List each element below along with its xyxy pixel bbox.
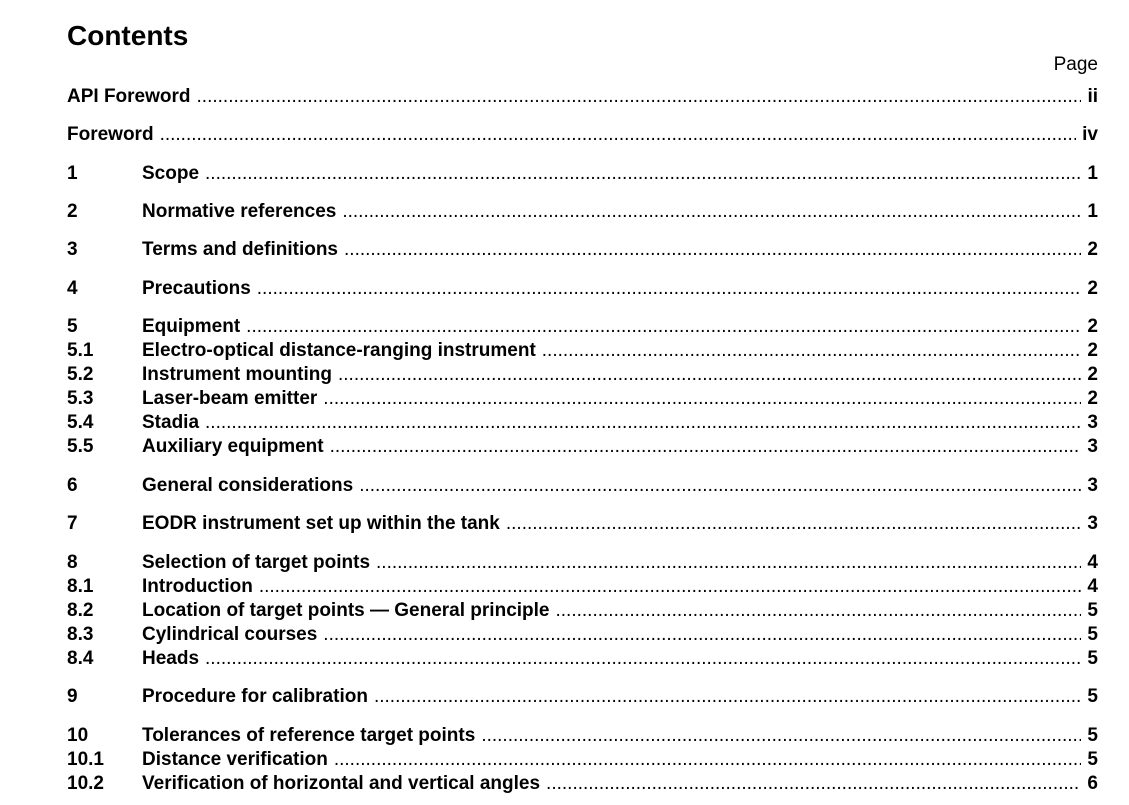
toc-entry-label: Stadia bbox=[142, 412, 200, 433]
toc-entry-number: 10.1 bbox=[67, 749, 104, 770]
toc-entry-page: 2 bbox=[1087, 239, 1098, 260]
toc-entry-label: Introduction bbox=[142, 576, 253, 597]
dot-leader bbox=[323, 623, 1081, 647]
toc-entry-label: Electro-optical distance-ranging instrument bbox=[142, 340, 536, 361]
toc-entry-label: Laser-beam emitter bbox=[142, 388, 318, 409]
toc-entry-5[interactable] bbox=[67, 315, 1098, 339]
dot-leader bbox=[506, 512, 1082, 536]
dot-leader bbox=[259, 575, 1082, 599]
toc-entry-5-5[interactable] bbox=[67, 435, 1098, 459]
dot-leader bbox=[197, 85, 1082, 109]
dot-leader bbox=[205, 162, 1081, 186]
toc-entry-page: 3 bbox=[1087, 436, 1098, 457]
toc-entry-page: 5 bbox=[1087, 725, 1098, 746]
toc-entry-page: 4 bbox=[1087, 576, 1098, 597]
toc-entry-number: 6 bbox=[67, 475, 78, 496]
toc-entry-number: 8.4 bbox=[67, 648, 94, 669]
toc-entry-label: Foreword bbox=[67, 124, 154, 145]
dot-leader bbox=[542, 339, 1082, 363]
toc-entry-number: 9 bbox=[67, 686, 78, 707]
toc-entry-label: Terms and definitions bbox=[142, 239, 339, 260]
page-column-header: Page bbox=[1053, 54, 1098, 75]
toc-entry-10[interactable] bbox=[67, 724, 1098, 748]
toc-entry-8-4[interactable] bbox=[67, 647, 1098, 671]
toc-entry-page: 5 bbox=[1087, 624, 1098, 645]
toc-entry-label: Distance verification bbox=[142, 749, 328, 770]
dot-leader bbox=[344, 238, 1081, 262]
dot-leader bbox=[160, 123, 1077, 147]
toc-entry-3[interactable] bbox=[67, 238, 1098, 262]
toc-entry-page: 5 bbox=[1087, 686, 1098, 707]
toc-entry-page: 1 bbox=[1087, 201, 1098, 222]
toc-entry-8-2[interactable] bbox=[67, 599, 1098, 623]
toc-entry-number: 8.3 bbox=[67, 624, 94, 645]
toc-entry-label: Instrument mounting bbox=[142, 364, 332, 385]
toc-entry-10-1[interactable] bbox=[67, 748, 1098, 772]
toc-entry-page: 2 bbox=[1087, 388, 1098, 409]
dot-leader bbox=[257, 277, 1082, 301]
toc-entry-number: 1 bbox=[67, 163, 78, 184]
dot-leader bbox=[323, 387, 1081, 411]
toc-entry-number: 8.2 bbox=[67, 600, 94, 621]
toc-entry-page: 5 bbox=[1087, 600, 1098, 621]
toc-entry-page: iv bbox=[1082, 124, 1098, 145]
toc-entry-number: 10.2 bbox=[67, 773, 104, 794]
toc-entry-number: 5.5 bbox=[67, 436, 94, 457]
toc-entry-1[interactable] bbox=[67, 162, 1098, 186]
toc-entry-5-3[interactable] bbox=[67, 387, 1098, 411]
toc-entry-8-1[interactable] bbox=[67, 575, 1098, 599]
toc-entry-foreword[interactable] bbox=[67, 123, 1098, 147]
toc-entry-number: 8.1 bbox=[67, 576, 94, 597]
dot-leader bbox=[338, 363, 1081, 387]
toc-entry-label: Procedure for calibration bbox=[142, 686, 368, 707]
toc-entry-page: 3 bbox=[1087, 513, 1098, 534]
toc-entry-number: 2 bbox=[67, 201, 78, 222]
dot-leader bbox=[342, 200, 1081, 224]
toc-entry-api-foreword[interactable] bbox=[67, 85, 1098, 109]
toc-entry-number: 5.2 bbox=[67, 364, 94, 385]
toc-entry-8-3[interactable] bbox=[67, 623, 1098, 647]
toc-entry-page: 2 bbox=[1087, 316, 1098, 337]
dot-leader bbox=[334, 748, 1082, 772]
toc-entry-number: 5.4 bbox=[67, 412, 94, 433]
dot-leader bbox=[205, 647, 1081, 671]
toc-entry-page: 5 bbox=[1087, 749, 1098, 770]
toc-entry-number: 4 bbox=[67, 278, 78, 299]
toc-entry-page: 3 bbox=[1087, 475, 1098, 496]
toc-entry-2[interactable] bbox=[67, 200, 1098, 224]
toc-entry-page: ii bbox=[1087, 86, 1098, 107]
toc-entry-label: Tolerances of reference target points bbox=[142, 725, 476, 746]
toc-entry-label: EODR instrument set up within the tank bbox=[142, 513, 500, 534]
toc-entry-5-4[interactable] bbox=[67, 411, 1098, 435]
toc-entry-label: Cylindrical courses bbox=[142, 624, 318, 645]
dot-leader bbox=[556, 599, 1082, 623]
toc-entry-label: Heads bbox=[142, 648, 200, 669]
dot-leader bbox=[330, 435, 1082, 459]
toc-entry-number: 5.3 bbox=[67, 388, 94, 409]
dot-leader bbox=[374, 685, 1081, 709]
dot-leader bbox=[481, 724, 1081, 748]
dot-leader bbox=[546, 772, 1081, 796]
toc-entry-9[interactable] bbox=[67, 685, 1098, 709]
toc-entry-5-2[interactable] bbox=[67, 363, 1098, 387]
toc-entry-label: Scope bbox=[142, 163, 200, 184]
toc-entry-number: 10 bbox=[67, 725, 89, 746]
toc-entry-8[interactable] bbox=[67, 551, 1098, 575]
toc-entry-page: 1 bbox=[1087, 163, 1098, 184]
toc-entry-page: 6 bbox=[1087, 773, 1098, 794]
toc-entry-label: Selection of target points bbox=[142, 552, 371, 573]
toc-entry-page: 3 bbox=[1087, 412, 1098, 433]
toc-entry-label: General considerations bbox=[142, 475, 354, 496]
toc-entry-page: 2 bbox=[1087, 278, 1098, 299]
toc-entry-number: 7 bbox=[67, 513, 78, 534]
dot-leader bbox=[205, 411, 1081, 435]
toc-entry-label: Verification of horizontal and vertical angles bbox=[142, 773, 541, 794]
toc-entry-label: Location of target points — General principle bbox=[142, 600, 550, 621]
toc-entry-number: 5 bbox=[67, 316, 78, 337]
page-title: Contents bbox=[67, 20, 189, 51]
toc-entry-page: 4 bbox=[1087, 552, 1098, 573]
toc-entry-5-1[interactable] bbox=[67, 339, 1098, 363]
toc-entry-6[interactable] bbox=[67, 474, 1098, 498]
dot-leader bbox=[376, 551, 1081, 575]
toc-entry-7[interactable] bbox=[67, 512, 1098, 536]
toc-entry-label: Normative references bbox=[142, 201, 337, 222]
toc-entry-label: Equipment bbox=[142, 316, 241, 337]
dot-leader bbox=[246, 315, 1081, 339]
toc-entry-label: Precautions bbox=[142, 278, 251, 299]
toc-entry-number: 3 bbox=[67, 239, 78, 260]
toc-entry-number: 5.1 bbox=[67, 340, 94, 361]
dot-leader bbox=[359, 474, 1081, 498]
toc-entry-label: Auxiliary equipment bbox=[142, 436, 324, 457]
toc-entry-4[interactable] bbox=[67, 277, 1098, 301]
toc-entry-label: API Foreword bbox=[67, 86, 191, 107]
toc-entry-10-2[interactable] bbox=[67, 772, 1098, 796]
toc-entry-page: 5 bbox=[1087, 648, 1098, 669]
toc-entry-page: 2 bbox=[1087, 340, 1098, 361]
toc-entry-page: 2 bbox=[1087, 364, 1098, 385]
toc-entry-number: 8 bbox=[67, 552, 78, 573]
